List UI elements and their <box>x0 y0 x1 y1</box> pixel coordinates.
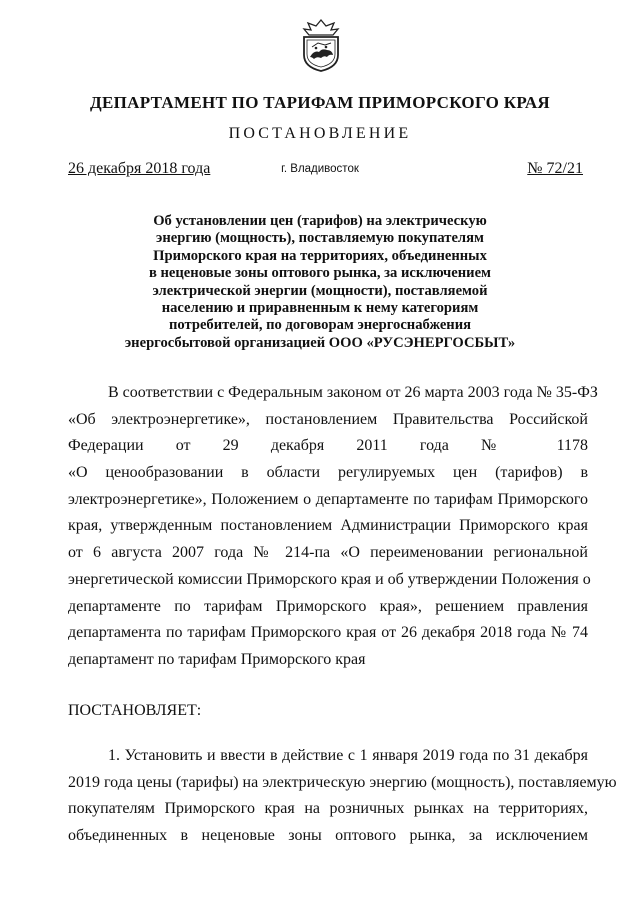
document-number: № 72/21 <box>527 160 583 177</box>
title-line: в неценовые зоны оптового рынка, за исключением <box>148 265 491 282</box>
body-line: департамент по тарифам Приморского края <box>68 650 366 668</box>
item-1-paragraph <box>68 743 617 850</box>
body-line: покупателям Приморского края на розничных рынках на территориях, <box>68 800 588 818</box>
document-title <box>100 213 540 352</box>
title-line: Приморского края на территориях, объединенных <box>153 247 487 264</box>
body-line: Федерации от 29 декабря 2011 года № 1178 <box>68 437 588 455</box>
body-line: «Об электроэнергетике», постановлением Правительства Российской <box>68 410 588 428</box>
title-line: населению и приравненным к нему категориям <box>161 300 479 317</box>
title-line: энергию (мощность), поставляемую покупателям <box>156 230 484 247</box>
body-line: энергетической комиссии Приморского края и об утверждении Положения о <box>68 570 591 588</box>
body-line: края, утвержденным постановлением Администрации Приморского края <box>68 517 588 535</box>
body-line: 1. Установить и ввести в действие с 1 января 2019 года по 31 декабря <box>108 747 588 764</box>
body-line: от 6 августа 2007 года № 214-па «О переименовании региональной <box>68 544 588 562</box>
decree-heading: ПОСТАНОВЛЯЕТ: <box>68 702 202 719</box>
body-line: 2019 года цены (тарифы) на электрическую энергию (мощность), поставляемую <box>68 773 617 791</box>
body-line: департамента по тарифам Приморского края от 26 декабря 2018 года № 74 <box>68 624 588 642</box>
title-line: электрической энергии (мощности), поставляемой <box>152 282 488 299</box>
coat-of-arms-icon <box>298 17 344 73</box>
title-line: Об установлении цен (тарифов) на электрическую <box>153 213 487 229</box>
body-line: В соответствии с Федеральным законом от 26 марта 2003 года № 35-ФЗ <box>108 384 598 401</box>
preamble-paragraph <box>68 380 598 674</box>
title-line: энергосбытовой организацией ООО «РУСЭНЕРГОСБЫТ» <box>124 334 516 351</box>
department-name: ДЕПАРТАМЕНТ ПО ТАРИФАМ ПРИМОРСКОГО КРАЯ <box>89 93 551 112</box>
title-line: потребителей, по договорам энергоснабжения <box>168 317 472 334</box>
body-line: электроэнергетике», Положением о департаменте по тарифам Приморского <box>68 490 588 508</box>
document-date: 26 декабря 2018 года <box>68 160 211 177</box>
body-line: «О ценообразовании в области регулируемых цен (тарифов) в <box>68 464 588 482</box>
body-line: департаменте по тарифам Приморского края», решением правления <box>68 597 588 615</box>
document-type: ПОСТАНОВЛЕНИЕ <box>228 125 412 142</box>
document-city: г. Владивосток <box>281 163 359 175</box>
body-line: объединенных в неценовые зоны оптового рынка, за исключением <box>68 827 588 845</box>
